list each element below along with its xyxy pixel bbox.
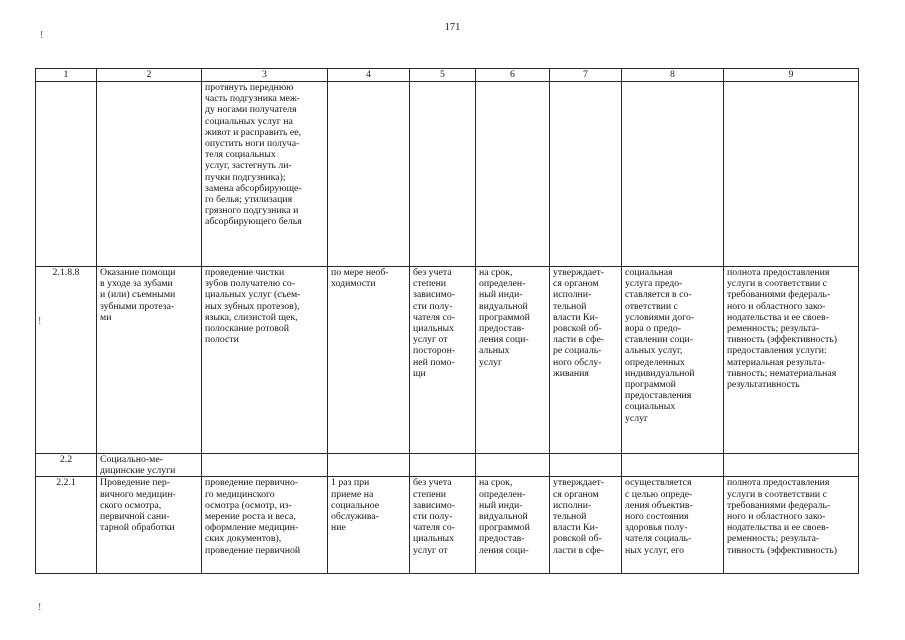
cell-text-line: щи <box>413 367 426 379</box>
approval-authority <box>550 267 622 454</box>
header-col-7: 7 <box>550 69 622 82</box>
cell-text-line: программой <box>625 379 676 391</box>
cell-text-line: утверждает- <box>553 267 604 278</box>
cell-text-line: теля социальных <box>205 149 276 161</box>
dependency-note <box>410 267 476 454</box>
service-description <box>202 267 328 454</box>
cell-text-line: социальных <box>625 401 676 413</box>
margin-mark-top: ! <box>40 30 44 41</box>
cell-empty <box>724 454 859 477</box>
cell-text-line: проведение чистки <box>205 267 285 278</box>
cell-text-line: ровской об- <box>553 323 602 335</box>
cell-text-line: видуальной <box>479 300 528 312</box>
cell-text-line: без учета <box>413 267 452 278</box>
cell-text-line: языка, слизистой щек, <box>205 311 298 323</box>
cell-text-line: проведение первичной <box>205 544 301 556</box>
cell-text-line: социальная <box>625 267 673 278</box>
cell-empty <box>476 454 550 477</box>
cell-text-line: тельной <box>553 511 587 523</box>
cell-text-line: тарной обработки <box>100 522 175 534</box>
cell-text-line: протянуть переднюю <box>205 82 294 93</box>
cell-text-line: ских документов), <box>205 533 282 545</box>
cell-text-line: ных услуг, его <box>625 544 685 556</box>
header-col-1: 1 <box>36 69 97 82</box>
cell-text-line: зависимо- <box>413 499 456 511</box>
cell-text-line: полнота предоставления <box>727 267 830 278</box>
service-description <box>202 477 328 574</box>
cell-text-line: ного и областного зако- <box>727 511 826 523</box>
cell-text-line: ского осмотра, <box>100 499 162 511</box>
header-col-3: 3 <box>202 69 328 82</box>
cell-text-line: ней помо- <box>413 356 455 368</box>
cell-text-line: услуг <box>479 356 503 368</box>
cell-text-line: ре социаль- <box>553 345 602 357</box>
cell-text-line: ся органом <box>553 488 599 500</box>
cell-empty <box>476 82 550 267</box>
cell-text-line: циальных <box>413 323 455 335</box>
cell-text-line: утверждает- <box>553 477 604 489</box>
cell-text-line: без учета <box>413 477 452 489</box>
cell-empty <box>550 82 622 267</box>
cell-text-line: услуги в соответствии с <box>727 278 827 290</box>
cell-text-line: и (или) съемными <box>100 289 176 301</box>
cell-text-line: полоскание ротовой <box>205 323 290 335</box>
cell-text-line: ного состояния <box>625 511 689 523</box>
cell-text-line: полости <box>205 334 239 346</box>
cell-empty <box>622 454 724 477</box>
cell-text-line: живот и расправить ее, <box>205 126 302 138</box>
cell-text-line: здоровья полу- <box>625 522 688 534</box>
table-row-2-2 <box>36 454 859 477</box>
cell-text-line: обслужива- <box>331 511 380 523</box>
cell-text-line: приеме на <box>331 488 374 500</box>
cell-text-line: с целью опреде- <box>625 488 693 500</box>
cell-text-line: ременность; результа- <box>727 323 820 335</box>
cell-text-line: вичного медицин- <box>100 488 176 500</box>
cell-text-line: услуг <box>625 412 649 424</box>
cell-text-line: ного и областного зако- <box>727 300 826 312</box>
header-col-6: 6 <box>476 69 550 82</box>
cell-text-line: ления объектив- <box>625 499 693 511</box>
cell-text-line: Оказание помощи <box>100 267 176 278</box>
cell-text-line: мерение роста и веса, <box>205 511 296 523</box>
cell-text-line: определен- <box>479 278 526 290</box>
row-number: 2.1.8.8 <box>36 267 97 454</box>
cell-text-line: требованиями федераль- <box>727 499 831 511</box>
cell-text-line: видуальной <box>479 511 528 523</box>
cell-text-line: ления соци- <box>479 334 529 346</box>
service-frequency <box>328 477 410 574</box>
margin-mark-bottom: ! <box>38 602 42 613</box>
cell-text-line: замена абсорбирующе- <box>205 182 302 194</box>
cell-text-line: ных зубных протезов), <box>205 300 300 312</box>
cell-text-line: на срок, <box>479 477 513 489</box>
cell-text-line: тивность (эффективность) <box>727 544 838 556</box>
cell-text-line: Социально-ме- <box>100 454 163 465</box>
cell-text-line: услуг от <box>413 544 448 556</box>
approval-authority <box>550 477 622 574</box>
cell-text-line: услуг, застегнуть ли- <box>205 160 292 172</box>
cell-text-line: оформление медицин- <box>205 522 299 534</box>
cell-text-line: осмотра (осмотр, из- <box>205 499 292 511</box>
cell-text-line: тивность; нематериальная <box>727 367 837 379</box>
cell-text-line: ного обслу- <box>553 356 602 368</box>
cell-text-line: циальных услуг (съем- <box>205 289 301 301</box>
cell-text-line: дицинские услуги <box>100 465 176 477</box>
header-col-8: 8 <box>622 69 724 82</box>
header-col-4: 4 <box>328 69 410 82</box>
cell-empty <box>97 82 202 267</box>
cell-text-line: результативность <box>727 379 800 391</box>
cell-text-line: ставлении соци- <box>625 334 694 346</box>
cell-text-line: материальная результа- <box>727 356 825 368</box>
cell-text-line: определен- <box>479 488 526 500</box>
cell-empty <box>410 82 476 267</box>
cell-text-line: предостав- <box>479 533 525 545</box>
cell-text-line: ставляется в со- <box>625 289 692 301</box>
cell-text-line: первичной сани- <box>100 511 170 523</box>
cell-text-line: зубными протеза- <box>100 300 175 312</box>
cell-text-line: нодательства и ее своев- <box>727 311 829 323</box>
cell-text-line: вора о предо- <box>625 323 682 335</box>
cell-text-line: программой <box>479 522 530 534</box>
cell-text-line: нодательства и ее своев- <box>727 522 829 534</box>
cell-text-line: власти Ки- <box>553 522 599 534</box>
table-row-2-2-1 <box>36 477 859 574</box>
cell-text-line: услуга предо- <box>625 278 683 290</box>
cell-text-line: ние <box>331 522 346 534</box>
table-row-2-1-8-8 <box>36 267 859 454</box>
margin-mark-middle: ! <box>38 316 42 327</box>
section-title <box>97 454 202 477</box>
cell-empty <box>328 454 410 477</box>
cell-text-line: ми <box>100 311 112 323</box>
cell-empty <box>724 82 859 267</box>
cell-text-line: циальных <box>413 533 455 545</box>
header-row <box>36 69 859 82</box>
cell-text-line: ный инди- <box>479 499 523 511</box>
provision-conditions <box>622 267 724 454</box>
cell-text-line: го белья; утилизация <box>205 194 293 206</box>
cell-text-line: зубов получателю со- <box>205 278 296 290</box>
cell-text-line: го медицинского <box>205 488 275 500</box>
cell-text-line: власти Ки- <box>553 311 599 323</box>
cell-text-line: полнота предоставления <box>727 477 830 489</box>
service-term <box>476 477 550 574</box>
cell-text-line: альных <box>479 345 510 357</box>
header-col-9: 9 <box>724 69 859 82</box>
cell-text-line: в уходе за зубами <box>100 278 173 290</box>
cell-text-line: ласти в сфе- <box>553 544 605 556</box>
quality-indicators <box>724 477 859 574</box>
cell-empty <box>622 82 724 267</box>
cell-text-line: зависимо- <box>413 289 456 301</box>
cell-text-line: грязного подгузника и <box>205 205 299 217</box>
cell-text-line: на срок, <box>479 267 513 278</box>
quality-indicators <box>724 267 859 454</box>
cell-text-line: ровской об- <box>553 533 602 545</box>
cell-text-line: альных услуг, <box>625 345 683 357</box>
cell-text-line: посторон- <box>413 345 456 357</box>
cell-text-line: пучки подгузника); <box>205 171 286 183</box>
cell-text-line: ду ногами получателя <box>205 104 297 116</box>
cell-text-line: услуги в соответствии с <box>727 488 827 500</box>
dependency-note <box>410 477 476 574</box>
cell-text-line: сти полу- <box>413 300 453 312</box>
cell-text-line: тивность (эффективность) <box>727 334 838 346</box>
provision-conditions <box>622 477 724 574</box>
page-number: 171 <box>444 22 461 33</box>
cell-text-line: 1 раз при <box>331 477 370 489</box>
service-term <box>476 267 550 454</box>
cell-text-line: социальное <box>331 499 380 511</box>
cell-text-line: ся органом <box>553 278 599 290</box>
cell-text-line: опустить ноги получа- <box>205 138 300 150</box>
header-col-5: 5 <box>410 69 476 82</box>
cell-text-line: по мере необ- <box>331 267 389 278</box>
cell-text-line: ходимости <box>331 278 376 290</box>
cell-text-line: услуг от <box>413 334 448 346</box>
cell-text-line: абсорбирующего белья <box>205 216 302 228</box>
cell-text-line: ласти в сфе- <box>553 334 605 346</box>
cell-text-line: часть подгузника меж- <box>205 93 300 105</box>
cell-procedure-text <box>202 82 328 267</box>
cell-text-line: осуществляется <box>625 477 692 489</box>
cell-empty <box>550 454 622 477</box>
cell-text-line: сти полу- <box>413 511 453 523</box>
cell-text-line: исполни- <box>553 289 592 301</box>
cell-text-line: определенных <box>625 356 685 368</box>
cell-text-line: программой <box>479 311 530 323</box>
cell-text-line: проведение первично- <box>205 477 299 489</box>
cell-text-line: ный инди- <box>479 289 523 301</box>
header-col-2: 2 <box>97 69 202 82</box>
cell-text-line: тельной <box>553 300 587 312</box>
cell-empty <box>202 454 328 477</box>
cell-empty <box>410 454 476 477</box>
cell-empty <box>36 82 97 267</box>
cell-empty <box>328 82 410 267</box>
services-table <box>35 68 859 574</box>
cell-text-line: социальных услуг на <box>205 115 293 127</box>
cell-text-line: степени <box>413 278 447 290</box>
table-row-continuation <box>36 82 859 267</box>
cell-text-line: ответствии с <box>625 300 678 312</box>
cell-text-line: исполни- <box>553 499 592 511</box>
cell-text-line: живания <box>553 367 589 379</box>
cell-text-line: ления соци- <box>479 544 529 556</box>
cell-text-line: чателя со- <box>413 311 456 323</box>
cell-text-line: Проведение пер- <box>100 477 171 489</box>
cell-text-line: предоставления <box>625 390 692 402</box>
service-name <box>97 477 202 574</box>
cell-text-line: требованиями федераль- <box>727 289 831 301</box>
cell-text-line: условиями дого- <box>625 311 695 323</box>
cell-text-line: предостав- <box>479 323 525 335</box>
cell-text-line: чателя со- <box>413 522 456 534</box>
row-number: 2.2.1 <box>36 477 97 574</box>
cell-text-line: чателя социаль- <box>625 533 692 545</box>
service-name <box>97 267 202 454</box>
cell-text-line: ременность; результа- <box>727 533 820 545</box>
cell-text-line: предоставления услуги: <box>727 345 827 357</box>
row-number: 2.2 <box>36 454 97 477</box>
service-frequency <box>328 267 410 454</box>
cell-text-line: индивидуальной <box>625 367 695 379</box>
cell-text-line: степени <box>413 488 447 500</box>
